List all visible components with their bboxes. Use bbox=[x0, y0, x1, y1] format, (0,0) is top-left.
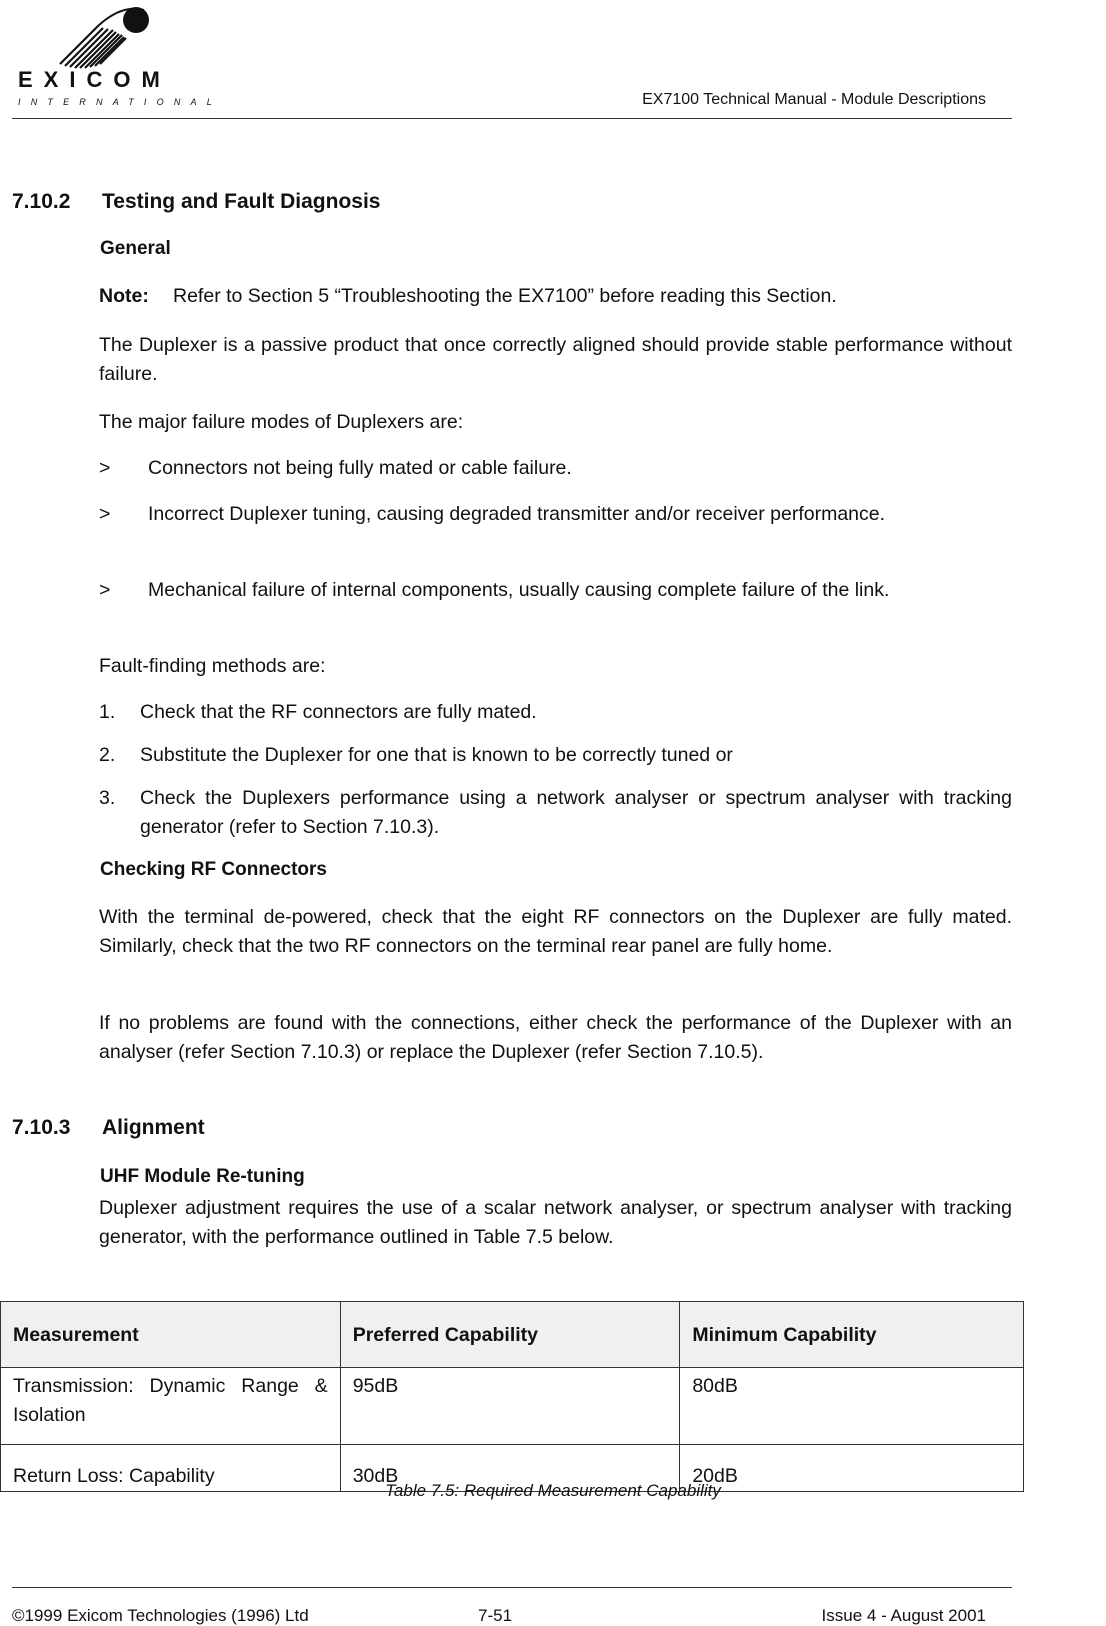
note-text: Refer to Section 5 “Troubleshooting the EX7100” before reading this Section. bbox=[173, 285, 837, 307]
note-label: Note: bbox=[99, 285, 149, 307]
section-heading-7-10-3: 7.10.3 Alignment bbox=[12, 1116, 205, 1139]
checking-rf-connectors-heading: Checking RF Connectors bbox=[100, 859, 327, 880]
bullet-marker: > bbox=[99, 503, 111, 525]
general-heading: General bbox=[100, 238, 171, 259]
header-title: EX7100 Technical Manual - Module Descriptions bbox=[642, 91, 986, 108]
exicom-logo bbox=[12, 4, 222, 108]
table-header-cell: Minimum Capability bbox=[680, 1302, 1024, 1368]
step-number: 3. bbox=[99, 787, 116, 809]
table-header-cell: Measurement bbox=[1, 1302, 341, 1368]
table-cell: 30dB bbox=[340, 1445, 680, 1492]
table-cell: 20dB bbox=[680, 1445, 1024, 1492]
footer-copyright: ©1999 Exicom Technologies (1996) Ltd bbox=[12, 1606, 309, 1625]
table-cell: Return Loss: Capability bbox=[1, 1445, 341, 1492]
svg-text:INTERNATIONAL: INTERNATIONAL bbox=[18, 97, 222, 107]
footer-divider bbox=[12, 1587, 1012, 1588]
measurement-capability-table bbox=[0, 1301, 1024, 1492]
list-item-text: Connectors not being fully mated or cable failure. bbox=[148, 457, 572, 479]
table-header-row bbox=[1, 1302, 1024, 1368]
failure-modes-intro: The major failure modes of Duplexers are: bbox=[99, 411, 464, 433]
step-number: 1. bbox=[99, 701, 116, 723]
list-item bbox=[99, 698, 1012, 727]
list-item-text: Substitute the Duplexer for one that is known to be correctly tuned or bbox=[140, 744, 733, 766]
section-heading-7-10-2: 7.10.2 Testing and Fault Diagnosis bbox=[12, 190, 381, 213]
logo-dot-icon bbox=[123, 7, 149, 33]
list-item-text: Mechanical failure of internal components, usually causing complete failure of the link. bbox=[148, 579, 890, 601]
table-cell: Transmission: Dynamic Range & Isolation bbox=[1, 1368, 341, 1445]
bullet-marker: > bbox=[99, 579, 111, 601]
header-divider bbox=[12, 118, 1012, 119]
list-item bbox=[99, 784, 1012, 842]
checking-paragraph-1: With the terminal de-powered, check that the eight RF connectors on the Duplexer are fully mated. Similarly, check that the two RF connectors on the terminal rear panel are fully home. bbox=[99, 906, 1012, 957]
duplexer-intro-paragraph: The Duplexer is a passive product that once correctly aligned should provide stable performance without failure. bbox=[99, 334, 1012, 385]
list-item-text: Check that the RF connectors are fully mated. bbox=[140, 701, 537, 723]
list-item-text: Incorrect Duplexer tuning, causing degraded transmitter and/or receiver performance. bbox=[148, 503, 886, 525]
bullet-marker: > bbox=[99, 457, 111, 479]
table-header-cell: Preferred Capability bbox=[340, 1302, 680, 1368]
list-item bbox=[99, 500, 1012, 529]
alignment-paragraph: Duplexer adjustment requires the use of a scalar network analyser, or spectrum analyser with tracking generator, with the performance outlined in Table 7.5 below. bbox=[99, 1197, 1012, 1248]
step-number: 2. bbox=[99, 744, 116, 766]
checking-paragraph-2: If no problems are found with the connections, either check the performance of the Duplexer with an analyser (refer Section 7.10.3) or replace the Duplexer (refer Section 7.10.5). bbox=[99, 1012, 1012, 1063]
footer-page-number: 7-51 bbox=[478, 1606, 513, 1625]
list-item bbox=[99, 454, 1012, 483]
table-caption: Table 7.5: Required Measurement Capability bbox=[385, 1481, 721, 1500]
table-cell: 80dB bbox=[680, 1368, 1024, 1445]
uhf-module-retuning-heading: UHF Module Re-tuning bbox=[100, 1166, 305, 1187]
svg-text:EXICOM: EXICOM bbox=[18, 67, 171, 92]
list-item-text: Check the Duplexers performance using a network analyser or spectrum analyser with tracking generator (refer to Section 7.10.3). bbox=[140, 787, 1012, 838]
list-item bbox=[99, 576, 1012, 605]
fault-finding-intro: Fault-finding methods are: bbox=[99, 655, 326, 677]
note bbox=[99, 282, 1012, 311]
table-cell: 95dB bbox=[340, 1368, 680, 1445]
footer-issue: Issue 4 - August 2001 bbox=[821, 1606, 986, 1625]
table-row bbox=[1, 1368, 1024, 1445]
list-item bbox=[99, 741, 1012, 770]
